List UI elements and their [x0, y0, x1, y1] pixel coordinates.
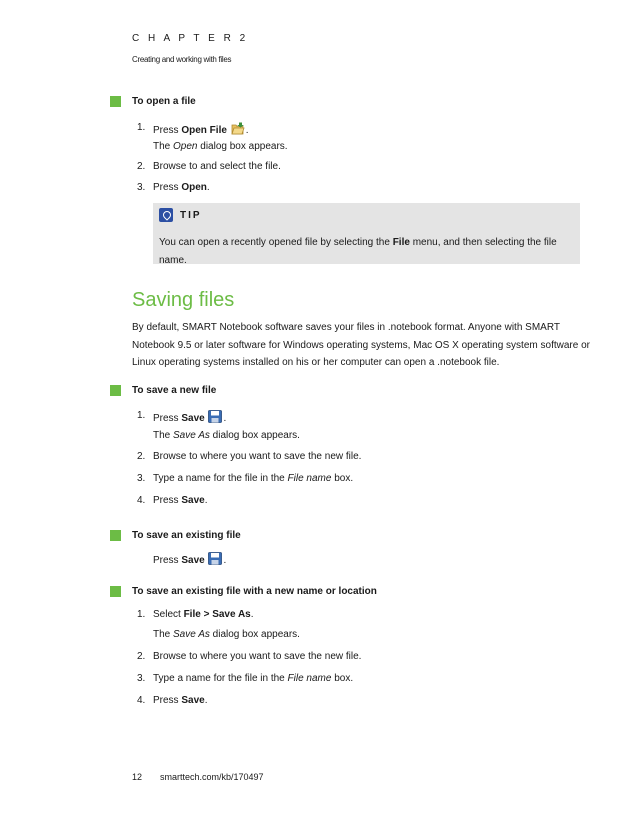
step-number: 3. — [137, 182, 146, 193]
step-number: 2. — [137, 651, 146, 662]
open-file-icon — [231, 122, 245, 135]
step-press-save: Press Save . — [153, 410, 226, 424]
procedure-marker — [110, 530, 121, 541]
step-number: 1. — [137, 410, 146, 421]
tip-icon — [159, 208, 173, 222]
step-browse: Browse to where you want to save the new file. — [153, 651, 362, 662]
footer-url: smarttech.com/kb/170497 — [160, 772, 264, 782]
dialog-note: The Save As dialog box appears. — [153, 430, 300, 441]
tip-text: You can open a recently opened file by selecting the File menu, and then selecting the file name. — [159, 237, 557, 266]
step-press-save: Press Save . — [153, 552, 226, 566]
step-press-save: Press Save. — [153, 495, 208, 506]
tip-box — [153, 203, 580, 264]
procedure-marker — [110, 385, 121, 396]
chapter-subtitle: Creating and working with files — [132, 55, 232, 64]
step-number: 1. — [137, 609, 146, 620]
procedure-title-save-as: To save an existing file with a new name or location — [132, 586, 377, 597]
page-number: 12 — [132, 772, 143, 782]
section-intro: By default, SMART Notebook software saves your files in .notebook format. Anyone with SMART Notebook 9.5 or later software for Windows operating systems, Mac OS X operating system software or Linux operating systems installed on his or her computer can open a .notebook file. — [132, 322, 590, 368]
step-open-file: Press Open File . — [153, 122, 248, 136]
dialog-note: The Open dialog box appears. — [153, 141, 288, 152]
step-number: 1. — [137, 122, 146, 133]
procedure-title-save-existing: To save an existing file — [132, 530, 241, 541]
step-number: 3. — [137, 673, 146, 684]
step-number: 2. — [137, 451, 146, 462]
step-press-save: Press Save. — [153, 695, 208, 706]
step-number: 2. — [137, 161, 146, 172]
step-number: 4. — [137, 495, 146, 506]
save-icon — [208, 552, 222, 565]
step-number: 3. — [137, 473, 146, 484]
step-browse: Browse to and select the file. — [153, 161, 281, 172]
procedure-title-save-new: To save a new file — [132, 385, 217, 396]
procedure-marker — [110, 96, 121, 107]
dialog-note: The Save As dialog box appears. — [153, 629, 300, 640]
step-press-open: Press Open. — [153, 182, 210, 193]
step-type-name: Type a name for the file in the File name box. — [153, 673, 354, 684]
save-icon — [208, 410, 222, 423]
step-browse: Browse to where you want to save the new file. — [153, 451, 362, 462]
step-select-save-as: Select File > Save As. — [153, 609, 254, 620]
procedure-title-open-file: To open a file — [132, 96, 196, 107]
procedure-marker — [110, 586, 121, 597]
step-number: 4. — [137, 695, 146, 706]
tip-heading: TIP — [180, 210, 202, 221]
step-type-name: Type a name for the file in the File name box. — [153, 473, 354, 484]
section-heading: Saving files — [132, 289, 235, 311]
chapter-label: C H A P T E R 2 — [132, 33, 249, 44]
